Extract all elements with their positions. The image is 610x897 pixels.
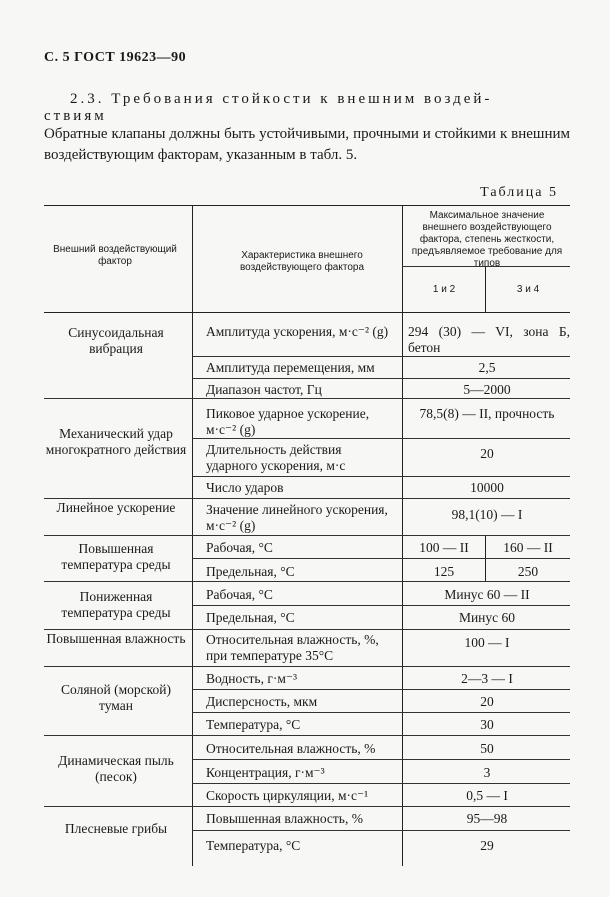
characteristic-cell: Диапазон частот, Гц (206, 382, 322, 397)
group-separator (44, 735, 570, 736)
characteristic-cell: Рабочая, °С (206, 587, 273, 602)
characteristic-cell: Амплитуда перемещения, мм (206, 360, 375, 375)
characteristic-cell: Дисперсность, мкм (206, 694, 318, 709)
section-title-continued: ствиям (44, 108, 107, 124)
table-top-border (44, 205, 570, 206)
characteristic-cell: Значение линейного ускорения, м·с⁻² (g) (206, 502, 388, 533)
row-separator (192, 783, 570, 784)
factor-cell: Пониженная температура среды (61, 589, 171, 620)
value-cell: Минус 60 (458, 610, 516, 625)
group-separator (44, 398, 570, 399)
row-separator (192, 356, 570, 357)
section-title: 2.3. Требования стойкости к внешним воздей- (70, 91, 493, 107)
value-cell: 10000 (470, 480, 504, 495)
header-col-types-1-2: 1 и 2 (432, 284, 456, 295)
value-cell-types-3-4: 250 (517, 564, 539, 579)
row-separator (192, 605, 570, 606)
characteristic-cell: Амплитуда ускорения, м·с⁻² (g) (206, 324, 389, 339)
header-col-max-value: Максимальное значение внешнего воздействующего фактора, степень жесткости, предъявляемое требование для типов (411, 210, 563, 269)
value-cell: 100 — I (464, 635, 510, 650)
factor-cell: Линейное ускорение (56, 500, 176, 515)
value-cell: 30 (480, 717, 494, 732)
value-cell-types-1-2: 100 — II (419, 540, 469, 555)
header-col-types-3-4: 3 и 4 (516, 284, 540, 295)
value-cell: 2,5 (478, 360, 496, 375)
value-cell-types-3-4: 160 — II (503, 540, 553, 555)
table-header-border (44, 312, 570, 313)
factor-cell: Плесневые грибы (64, 821, 168, 836)
characteristic-cell: Рабочая, °С (206, 540, 273, 555)
value-cell: 29 (480, 838, 494, 853)
factor-cell: Динамическая пыль (песок) (58, 753, 174, 784)
characteristic-cell: Температура, °С (206, 838, 301, 853)
header-col-characteristic: Характеристика внешнего воздействующего фактора (239, 250, 365, 273)
group-separator (44, 806, 570, 807)
value-cell: 0,5 — I (466, 788, 508, 803)
value-cell: 95—98 (466, 811, 508, 826)
row-separator (192, 830, 570, 831)
characteristic-cell: Пиковое ударное ускорение, м·с⁻² (g) (206, 406, 370, 437)
paragraph: Обратные клапаны должны быть устойчивыми, прочными и стойкими к внешним воздействующим факторам, указанным в табл. 5. (44, 126, 570, 163)
group-separator (44, 581, 570, 582)
row-separator (192, 438, 570, 439)
row-separator (192, 712, 570, 713)
factor-cell: Повышенная температура среды (61, 541, 171, 572)
characteristic-cell: Длительность действия ударного ускорения, м·с (206, 442, 346, 473)
group-separator (44, 498, 570, 499)
value-cell: 2—3 — I (461, 671, 513, 686)
characteristic-cell: Предельная, °С (206, 564, 295, 579)
column-divider-2 (402, 206, 403, 866)
characteristic-cell: Относительная влажность, % (206, 741, 376, 756)
characteristic-cell: Повышенная влажность, % (206, 811, 363, 826)
characteristic-cell: Скорость циркуляции, м·с⁻¹ (206, 788, 369, 803)
value-cell: Минус 60 — II (444, 587, 530, 602)
characteristic-cell: Относительная влажность, %, при температуре 35°С (206, 632, 379, 663)
group-separator (44, 535, 570, 536)
row-separator (192, 689, 570, 690)
characteristic-cell: Число ударов (206, 480, 284, 495)
factor-cell: Соляной (морской) туман (61, 682, 171, 713)
characteristic-cell: Предельная, °С (206, 610, 295, 625)
table-caption: Таблица 5 (480, 185, 558, 200)
characteristic-cell: Водность, г·м⁻³ (206, 671, 298, 686)
value-cell: 3 (483, 765, 491, 780)
row-separator (192, 558, 570, 559)
value-cell: 294 (30) — VI, зона Б, бетон (408, 324, 570, 355)
header-col-factor: Внешний воздействующий фактор (53, 244, 177, 267)
group-separator (44, 666, 570, 667)
row-separator (192, 476, 570, 477)
value-cell: 50 (480, 741, 494, 756)
characteristic-cell: Концентрация, г·м⁻³ (206, 765, 325, 780)
group-separator (44, 629, 570, 630)
page-header: С. 5 ГОСТ 19623—90 (44, 50, 187, 65)
characteristic-cell: Температура, °С (206, 717, 301, 732)
value-cell-types-1-2: 125 (433, 564, 455, 579)
factor-cell: Повышенная влажность (46, 631, 186, 646)
factor-cell: Механический удар многократного действия (45, 426, 187, 457)
value-cell: 78,5(8) — II, прочность (419, 406, 555, 421)
column-divider-1 (192, 206, 193, 866)
row-separator (192, 378, 570, 379)
value-cell: 20 (480, 694, 494, 709)
value-cell: 98,1(10) — I (451, 507, 523, 522)
row-separator (192, 759, 570, 760)
value-cell: 20 (480, 446, 494, 461)
factor-cell: Синусоидальная вибрация (68, 325, 164, 356)
value-cell: 5—2000 (463, 382, 511, 397)
